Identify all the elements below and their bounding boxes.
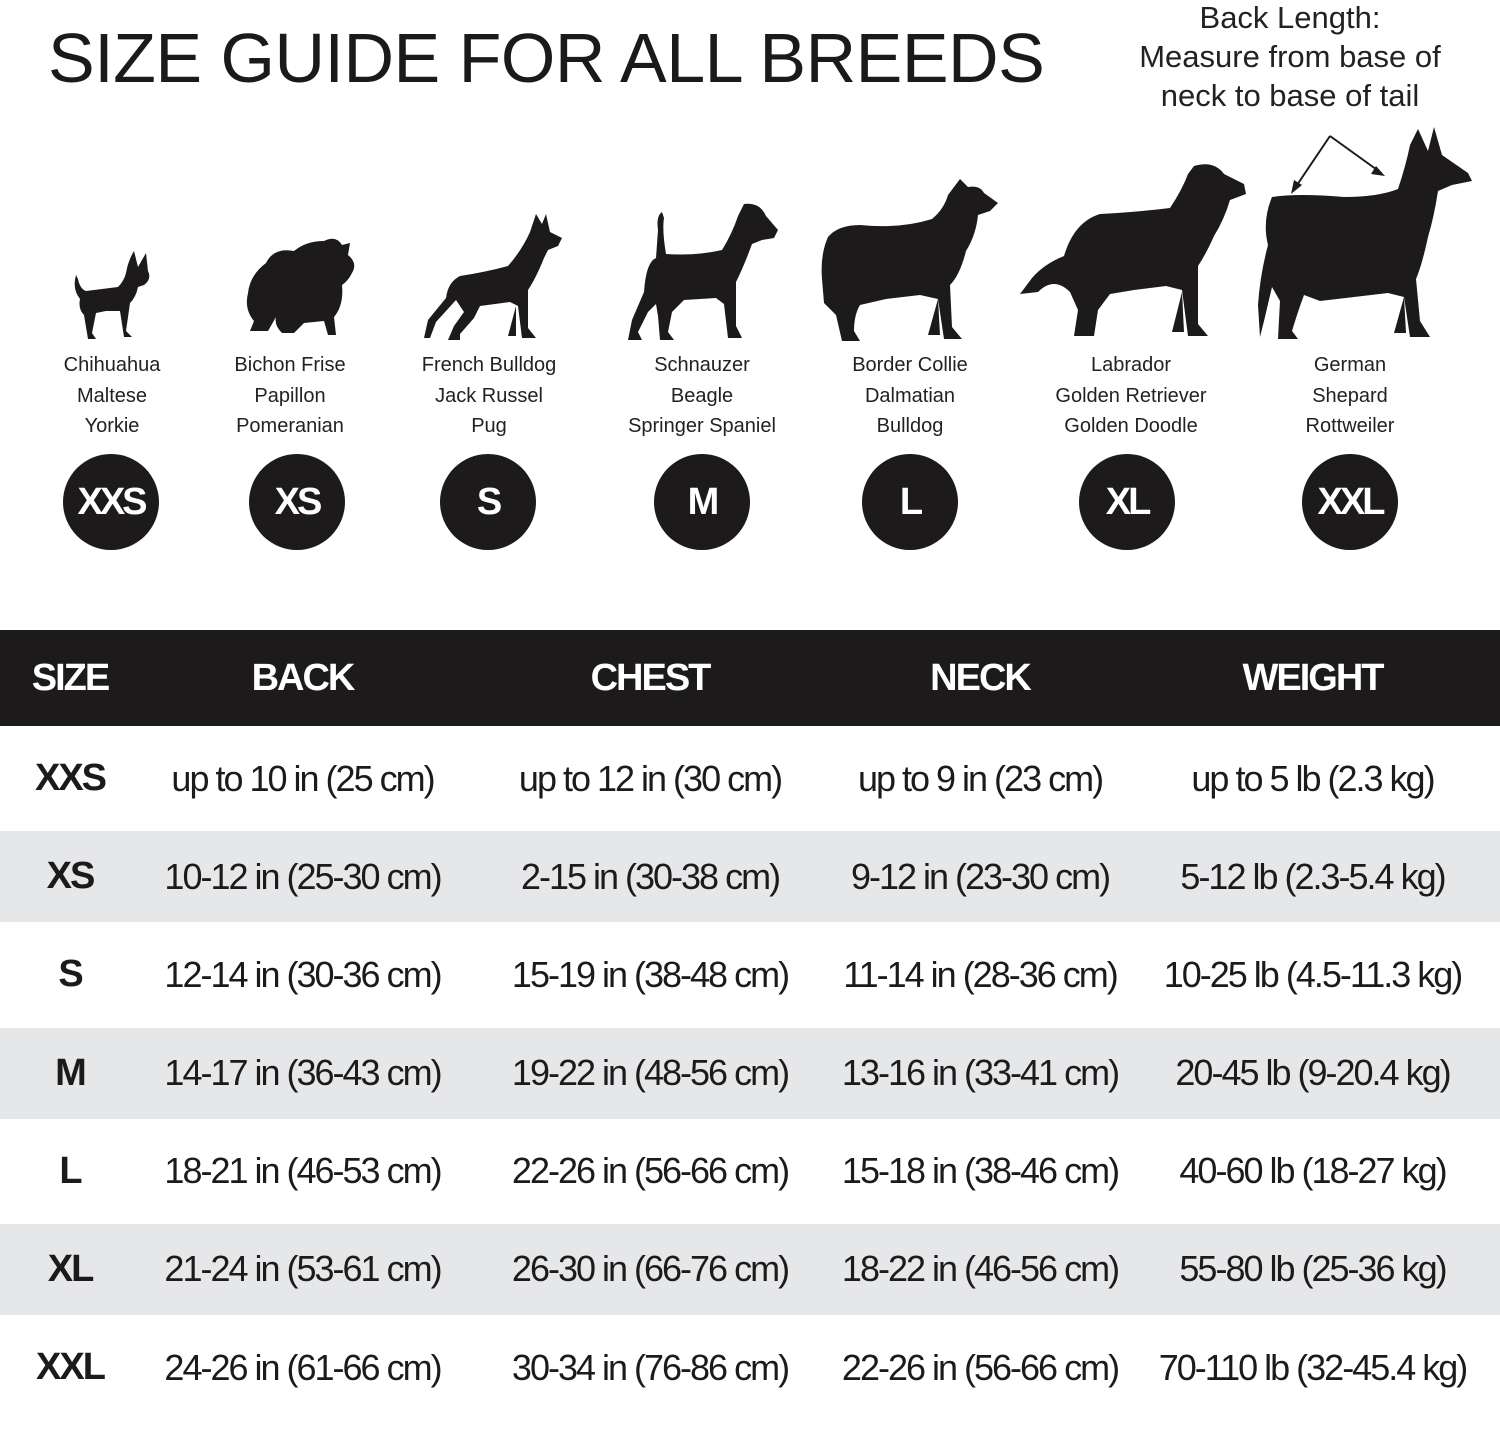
table-row	[0, 1119, 1500, 1224]
breed-name: Pug	[471, 415, 507, 437]
dog-silhouette-shepherd-icon	[1258, 125, 1474, 343]
breed-list-s	[369, 350, 609, 442]
table-cell-size: XXS	[34, 757, 106, 800]
table-cell-back: 18-21 in (46-53 cm)	[164, 1150, 441, 1192]
table-cell-size: XXL	[36, 1346, 104, 1389]
table-row	[0, 831, 1500, 922]
table-row	[0, 1224, 1500, 1315]
table-cell-back: 10-12 in (25-30 cm)	[164, 855, 441, 897]
column-header-size: SIZE	[31, 656, 109, 699]
breed-name: French Bulldog	[421, 354, 557, 376]
table-cell-neck: 22-26 in (56-66 cm)	[841, 1346, 1119, 1388]
back-note-line: Measure from base of	[1139, 39, 1441, 74]
table-cell-neck: 11-14 in (28-36 cm)	[843, 953, 1117, 995]
table-cell-back: up to 10 in (25 cm)	[171, 757, 434, 799]
breed-name: Maltese	[76, 384, 148, 407]
table-cell-size: L	[59, 1149, 81, 1192]
table-cell-back: 21-24 in (53-61 cm)	[164, 1248, 441, 1290]
breed-name: Papillon	[254, 384, 326, 407]
breed-list-l	[790, 350, 1030, 442]
table-cell-weight: 70-110 lb (32-45.4 kg)	[1158, 1346, 1467, 1388]
table-cell-chest: 2-15 in (30-38 cm)	[520, 855, 780, 897]
table-cell-chest: 30-34 in (76-86 cm)	[511, 1346, 789, 1388]
table-cell-weight: 10-25 lb (4.5-11.3 kg)	[1163, 953, 1462, 995]
breed-name: Beagle	[670, 384, 734, 407]
size-badge-m: M	[654, 454, 750, 550]
table-cell-weight: 5-12 lb (2.3-5.4 kg)	[1180, 855, 1445, 897]
table-cell-chest: 26-30 in (66-76 cm)	[511, 1248, 789, 1290]
table-cell-size: XS	[46, 855, 94, 898]
size-badge-xs: XS	[249, 454, 345, 550]
table-row	[0, 1028, 1500, 1119]
table-cell-size: XL	[47, 1247, 93, 1290]
column-header-chest: CHEST	[590, 656, 710, 699]
size-badge-xl: XL	[1079, 454, 1175, 550]
table-cell-neck: 18-22 in (46-56 cm)	[841, 1248, 1119, 1290]
table-cell-back: 14-17 in (36-43 cm)	[164, 1052, 441, 1094]
table-cell-weight: up to 5 lb (2.3 kg)	[1191, 757, 1434, 799]
size-badge-l: L	[862, 454, 958, 550]
size-badge-s: S	[440, 454, 536, 550]
breed-name: Springer Spaniel	[628, 415, 776, 437]
breed-list-xl	[1011, 350, 1251, 442]
table-cell-weight: 55-80 lb (25-36 kg)	[1179, 1248, 1446, 1290]
breed-list-m	[582, 350, 822, 442]
breed-name: Bulldog	[876, 415, 944, 437]
size-table	[0, 630, 1500, 1420]
table-cell-chest: up to 12 in (30 cm)	[518, 757, 782, 799]
table-row	[0, 1315, 1500, 1420]
column-header-weight: WEIGHT	[1242, 656, 1383, 699]
breed-name: Jack Russel	[435, 384, 543, 407]
column-header-back: BACK	[251, 656, 354, 699]
dog-silhouette-pomeranian-icon	[244, 235, 360, 341]
breed-name: Golden Doodle	[1064, 415, 1198, 437]
table-header	[0, 630, 1500, 726]
dog-silhouette-boxer-icon	[424, 210, 566, 342]
dog-silhouette-collie-icon	[820, 175, 1002, 343]
table-cell-neck: up to 9 in (23 cm)	[857, 757, 1103, 799]
dog-silhouette-retriever-icon	[1018, 160, 1250, 342]
page-title: SIZE GUIDE FOR ALL BREEDS	[48, 19, 1045, 97]
table-row	[0, 726, 1500, 831]
breed-list-xxl	[1230, 350, 1470, 442]
breed-name: Golden Retriever	[1055, 384, 1207, 407]
breed-name: German	[1313, 354, 1387, 376]
table-cell-chest: 19-22 in (48-56 cm)	[511, 1052, 789, 1094]
table-cell-size: S	[58, 953, 82, 996]
breed-name: Rottweiler	[1305, 415, 1395, 437]
table-cell-size: M	[55, 1051, 85, 1094]
breed-name: Pomeranian	[236, 415, 344, 437]
breed-name: Schnauzer	[654, 354, 750, 376]
table-cell-weight: 20-45 lb (9-20.4 kg)	[1175, 1052, 1450, 1094]
dog-silhouette-chihuahua-icon	[66, 245, 158, 341]
breed-name: Chihuahua	[63, 354, 161, 376]
breed-name: Labrador	[1090, 354, 1172, 376]
table-cell-neck: 15-18 in (38-46 cm)	[841, 1150, 1119, 1192]
dog-silhouette-airedale-icon	[626, 200, 780, 342]
size-badge-xxs: XXS	[63, 454, 159, 550]
size-badge-xxl: XXL	[1302, 454, 1398, 550]
breed-name: Dalmatian	[864, 384, 956, 407]
table-row	[0, 922, 1500, 1027]
back-length-note	[1120, 0, 1460, 115]
table-cell-chest: 15-19 in (38-48 cm)	[511, 953, 789, 995]
breed-name: Yorkie	[84, 415, 140, 437]
back-note-line: neck to base of tail	[1160, 78, 1420, 113]
table-cell-neck: 9-12 in (23-30 cm)	[850, 855, 1110, 897]
breed-name: Bichon Frise	[234, 354, 346, 376]
breed-name: Border Collie	[852, 354, 968, 376]
table-cell-back: 12-14 in (30-36 cm)	[164, 953, 441, 995]
table-cell-weight: 40-60 lb (18-27 kg)	[1179, 1150, 1446, 1192]
back-note-line: Back Length:	[1199, 0, 1381, 35]
table-cell-chest: 22-26 in (56-66 cm)	[511, 1150, 789, 1192]
table-cell-back: 24-26 in (61-66 cm)	[164, 1346, 441, 1388]
table-cell-neck: 13-16 in (33-41 cm)	[841, 1052, 1119, 1094]
column-header-neck: NECK	[930, 656, 1030, 699]
breed-name: Shepard	[1312, 384, 1388, 407]
